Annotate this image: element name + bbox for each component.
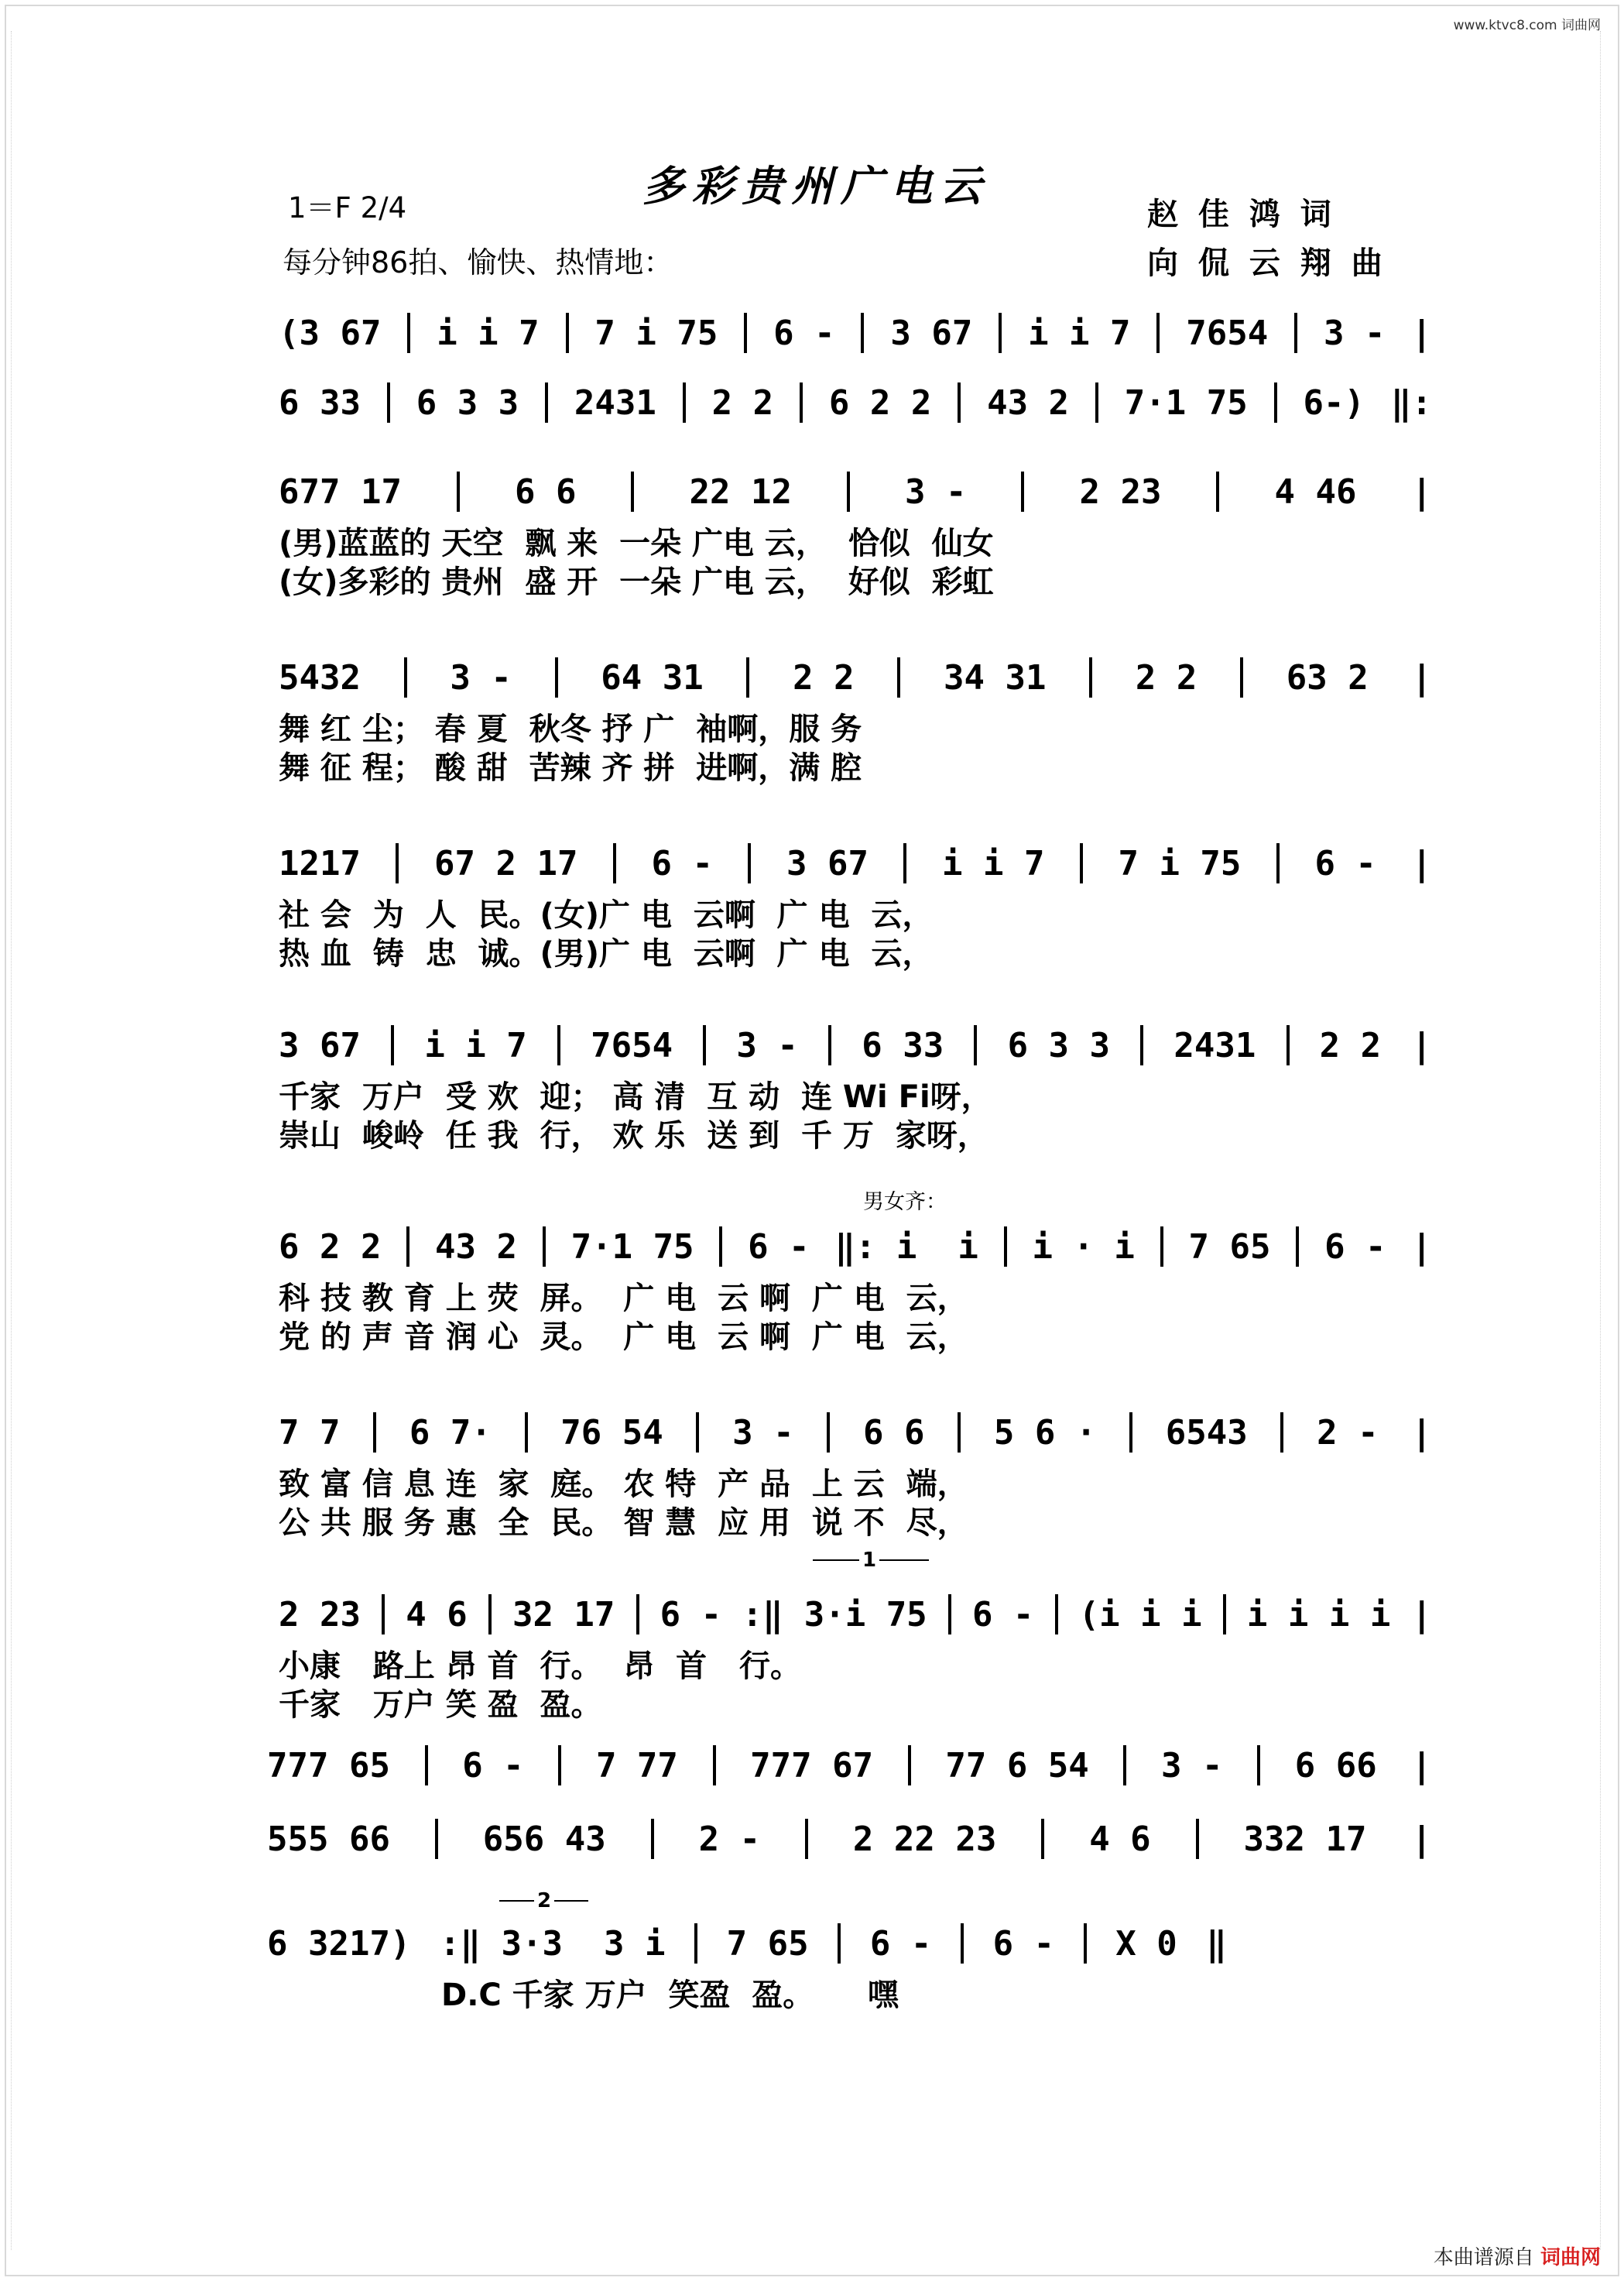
measure: 2 23 — [1079, 472, 1162, 512]
measure: 555 66 — [267, 1819, 390, 1859]
measure: 6 6 — [863, 1412, 925, 1453]
lyric-line-1: 小康 路上 昂 首 行。 昂 首 行。 — [279, 1648, 801, 1684]
barline-end: | — [1411, 1745, 1432, 1785]
system-1 — [279, 310, 1432, 356]
measure: 7 65 — [1188, 1226, 1271, 1267]
measure: 7 7 — [279, 1412, 341, 1453]
system-12 — [267, 1920, 1227, 2012]
measure: 3 67 — [279, 1025, 361, 1065]
tempo-marking: 每分钟86拍、愉快、热情地： — [283, 245, 673, 280]
barline-end: | — [1411, 1025, 1432, 1065]
measure: 777 65 — [267, 1745, 390, 1785]
measure: 777 67 — [750, 1745, 874, 1785]
key-signature: 1＝F 2/4 — [288, 191, 407, 225]
measure: 43 2 — [435, 1226, 518, 1267]
barline-end: | — [1411, 843, 1432, 883]
measure: 77 6 54 — [945, 1745, 1089, 1785]
measure: 7 77 — [595, 1745, 678, 1785]
measure: 6 2 2 — [279, 1226, 382, 1267]
lyric-line-2: 公 共 服 务 惠 全 民。 智 慧 应 用 说 不 尽， — [279, 1504, 968, 1541]
measure: 2 2 — [793, 657, 855, 698]
measure: 3 67 — [786, 843, 869, 883]
measure: 6 - — [462, 1745, 524, 1785]
measure: i i 7 — [437, 313, 540, 353]
measure: 3 - — [1161, 1745, 1223, 1785]
measure: 1217 — [279, 843, 361, 883]
measure: (3 67 — [279, 313, 382, 353]
measure: 6 - — [651, 843, 713, 883]
measure: 3 67 — [890, 313, 973, 353]
measure: i i i i — [1246, 1594, 1391, 1634]
measure: 6 7· — [409, 1412, 492, 1453]
volta-number: 1 — [859, 1549, 879, 1572]
measure: (i i i — [1078, 1594, 1202, 1634]
barline-end: | — [1411, 1412, 1432, 1453]
system-8 — [279, 1409, 1432, 1539]
measure: 67 2 17 — [434, 843, 578, 883]
system-9 — [279, 1591, 1432, 1721]
measure: 2 - — [698, 1819, 761, 1859]
measure: 7·1 75 — [1124, 382, 1248, 423]
final-barline: ‖ — [1206, 1923, 1227, 1964]
system-6 — [279, 1022, 1432, 1152]
measure: 22 12 — [689, 472, 792, 512]
measure: 2431 — [574, 382, 656, 423]
footer-brand-link[interactable]: 词曲网 — [1540, 2246, 1601, 2269]
measure: i i 7 — [1028, 313, 1131, 353]
measure: 7654 — [1186, 313, 1269, 353]
measure: 677 17 — [279, 472, 402, 512]
measure: 6 33 — [279, 382, 361, 423]
lyric-line-dc: D.C 千家 万户 笑盈 盈。 嘿 — [441, 1977, 899, 2013]
measure: 3 - — [732, 1412, 794, 1453]
system-7 — [279, 1223, 1432, 1353]
barline-end: | — [1411, 657, 1432, 698]
volta-number: 2 — [534, 1889, 554, 1912]
measure: 7 i 75 — [594, 313, 718, 353]
lyric-line-1: 千家 万户 受 欢 迎； 高 清 互 动 连 Wi Fi呀， — [279, 1079, 992, 1115]
measure: 4 6 — [406, 1594, 468, 1634]
measure: 6 - — [1324, 1226, 1386, 1267]
notes-line — [279, 1409, 1432, 1456]
measure: 6-) — [1303, 382, 1365, 423]
lyric-line-2: 热 血 铸 忠 诚。(男)广 电 云啊 广 电 云， — [279, 935, 934, 972]
system-5 — [279, 840, 1432, 970]
barline-end: | — [1411, 1819, 1432, 1859]
measure: 6 - — [773, 313, 835, 353]
system-4 — [279, 654, 1432, 784]
right-watermark-strip — [1600, 31, 1613, 2250]
lyricist: 赵 佳 鸿 词 — [1147, 197, 1336, 232]
measure: 3 - — [1323, 313, 1386, 353]
lyric-line-2: 崇山 峻岭 任 我 行， 欢 乐 送 到 千 万 家呀， — [279, 1117, 988, 1154]
barline-end: | — [1411, 313, 1432, 353]
measure: 2 2 — [711, 382, 774, 423]
measure: i · i — [1032, 1226, 1135, 1267]
measure: 2 2 — [1319, 1025, 1382, 1065]
measure: 6 33 — [862, 1025, 944, 1065]
lyric-line-2: 党 的 声 音 润 心 灵。 广 电 云 啊 广 电 云， — [279, 1319, 968, 1355]
lyric-line-male: (男)蓝蓝的 天空 飘 来 一朵 广电 云， 恰似 仙女 — [279, 525, 994, 561]
site-footer[interactable] — [1434, 2242, 1601, 2270]
measure: 6 3 3 — [416, 382, 519, 423]
notes-line — [279, 654, 1432, 701]
measure: 5 6 · — [993, 1412, 1097, 1453]
measure: 6 - — [869, 1923, 932, 1964]
measure: 6 2 2 — [828, 382, 932, 423]
measure: i i 7 — [424, 1025, 527, 1065]
measure: 2 22 23 — [852, 1819, 997, 1859]
barline-end: | — [1411, 1594, 1432, 1634]
left-watermark-strip — [11, 31, 24, 2250]
notes-line — [279, 840, 1432, 887]
measure: 6 3217) — [267, 1923, 411, 1964]
notes-line — [279, 310, 1432, 356]
barline-end: | — [1411, 472, 1432, 512]
measure: 43 2 — [987, 382, 1070, 423]
notes-line — [279, 379, 1432, 426]
measure: 3 - — [450, 657, 512, 698]
lyric-line-1: 舞 红 尘； 春 夏 秋冬 抒 广 袖啊，服 务 — [279, 711, 862, 747]
barline-end: | — [1411, 1226, 1432, 1267]
measure: 6 - — [971, 1594, 1034, 1634]
measure: 5432 — [279, 657, 361, 698]
repeat-start: ‖: — [1390, 382, 1432, 423]
notes-line — [267, 1920, 1227, 1967]
notes-line — [279, 1022, 1432, 1068]
notes-line — [279, 468, 1432, 515]
measure: 2 23 — [279, 1594, 361, 1634]
lyric-line-2: 千家 万户 笑 盈 盈。 — [279, 1686, 602, 1723]
measure: 3 - — [904, 472, 967, 512]
score-title: 多彩贵州广电云 — [642, 161, 989, 211]
system-11 — [267, 1816, 1432, 1862]
notes-line — [267, 1816, 1432, 1862]
measure: 34 31 — [944, 657, 1047, 698]
measure: X 0 — [1115, 1923, 1177, 1964]
measure: 4 6 — [1089, 1819, 1151, 1859]
measure: :‖ 3·3 3 i — [440, 1923, 666, 1964]
measure: 6 66 — [1294, 1745, 1377, 1785]
measure: 4 46 — [1274, 472, 1357, 512]
measure: 332 17 — [1243, 1819, 1367, 1859]
notes-line — [279, 1223, 1432, 1270]
lyric-line-2: 舞 征 程； 酸 甜 苦辣 齐 拼 进啊，满 腔 — [279, 749, 862, 786]
measure: 2 2 — [1135, 657, 1197, 698]
measure: 6 3 3 — [1007, 1025, 1111, 1065]
measure: 7654 — [591, 1025, 673, 1065]
measure: 7 65 — [726, 1923, 809, 1964]
measure: 6 - :‖ — [660, 1594, 783, 1634]
measure: i i 7 — [941, 843, 1045, 883]
system-2 — [279, 379, 1432, 426]
site-header[interactable]: www.ktvc8.com 词曲网 — [1453, 18, 1601, 33]
ensemble-mark: 男女齐： — [863, 1190, 947, 1214]
measure: 6 - — [748, 1226, 810, 1267]
footer-label: 本曲谱源自 — [1433, 2246, 1534, 2269]
measure: 7 i 75 — [1118, 843, 1242, 883]
lyric-line-1: 科 技 教 育 上 荧 屏。 广 电 云 啊 广 电 云， — [279, 1280, 968, 1316]
measure: 6 6 — [514, 472, 577, 512]
measure: 64 31 — [601, 657, 704, 698]
notes-line — [267, 1742, 1432, 1789]
measure: 3·i 75 — [803, 1594, 927, 1634]
measure: 656 43 — [482, 1819, 606, 1859]
lyric-line-female: (女)多彩的 贵州 盛 开 一朵 广电 云， 好似 彩虹 — [279, 564, 994, 600]
system-3 — [279, 468, 1432, 599]
measure: 7·1 75 — [570, 1226, 694, 1267]
measure: 63 2 — [1286, 657, 1369, 698]
composer: 向 侃 云 翔 曲 — [1147, 245, 1387, 281]
notes-line — [279, 1591, 1432, 1638]
measure: 2431 — [1173, 1025, 1256, 1065]
measure: 6 - — [992, 1923, 1055, 1964]
measure: 2 - — [1317, 1412, 1379, 1453]
measure: 6543 — [1165, 1412, 1248, 1453]
system-10 — [267, 1742, 1432, 1789]
lyric-line-1: 社 会 为 人 民。(女)广 电 云啊 广 电 云， — [279, 897, 934, 933]
measure: 76 54 — [560, 1412, 663, 1453]
measure: 32 17 — [512, 1594, 615, 1634]
measure: ‖: i i — [834, 1226, 978, 1267]
measure: 6 - — [1314, 843, 1376, 883]
lyric-line-1: 致 富 信 息 连 家 庭。 农 特 产 品 上 云 端， — [279, 1466, 968, 1502]
measure: 3 - — [736, 1025, 798, 1065]
